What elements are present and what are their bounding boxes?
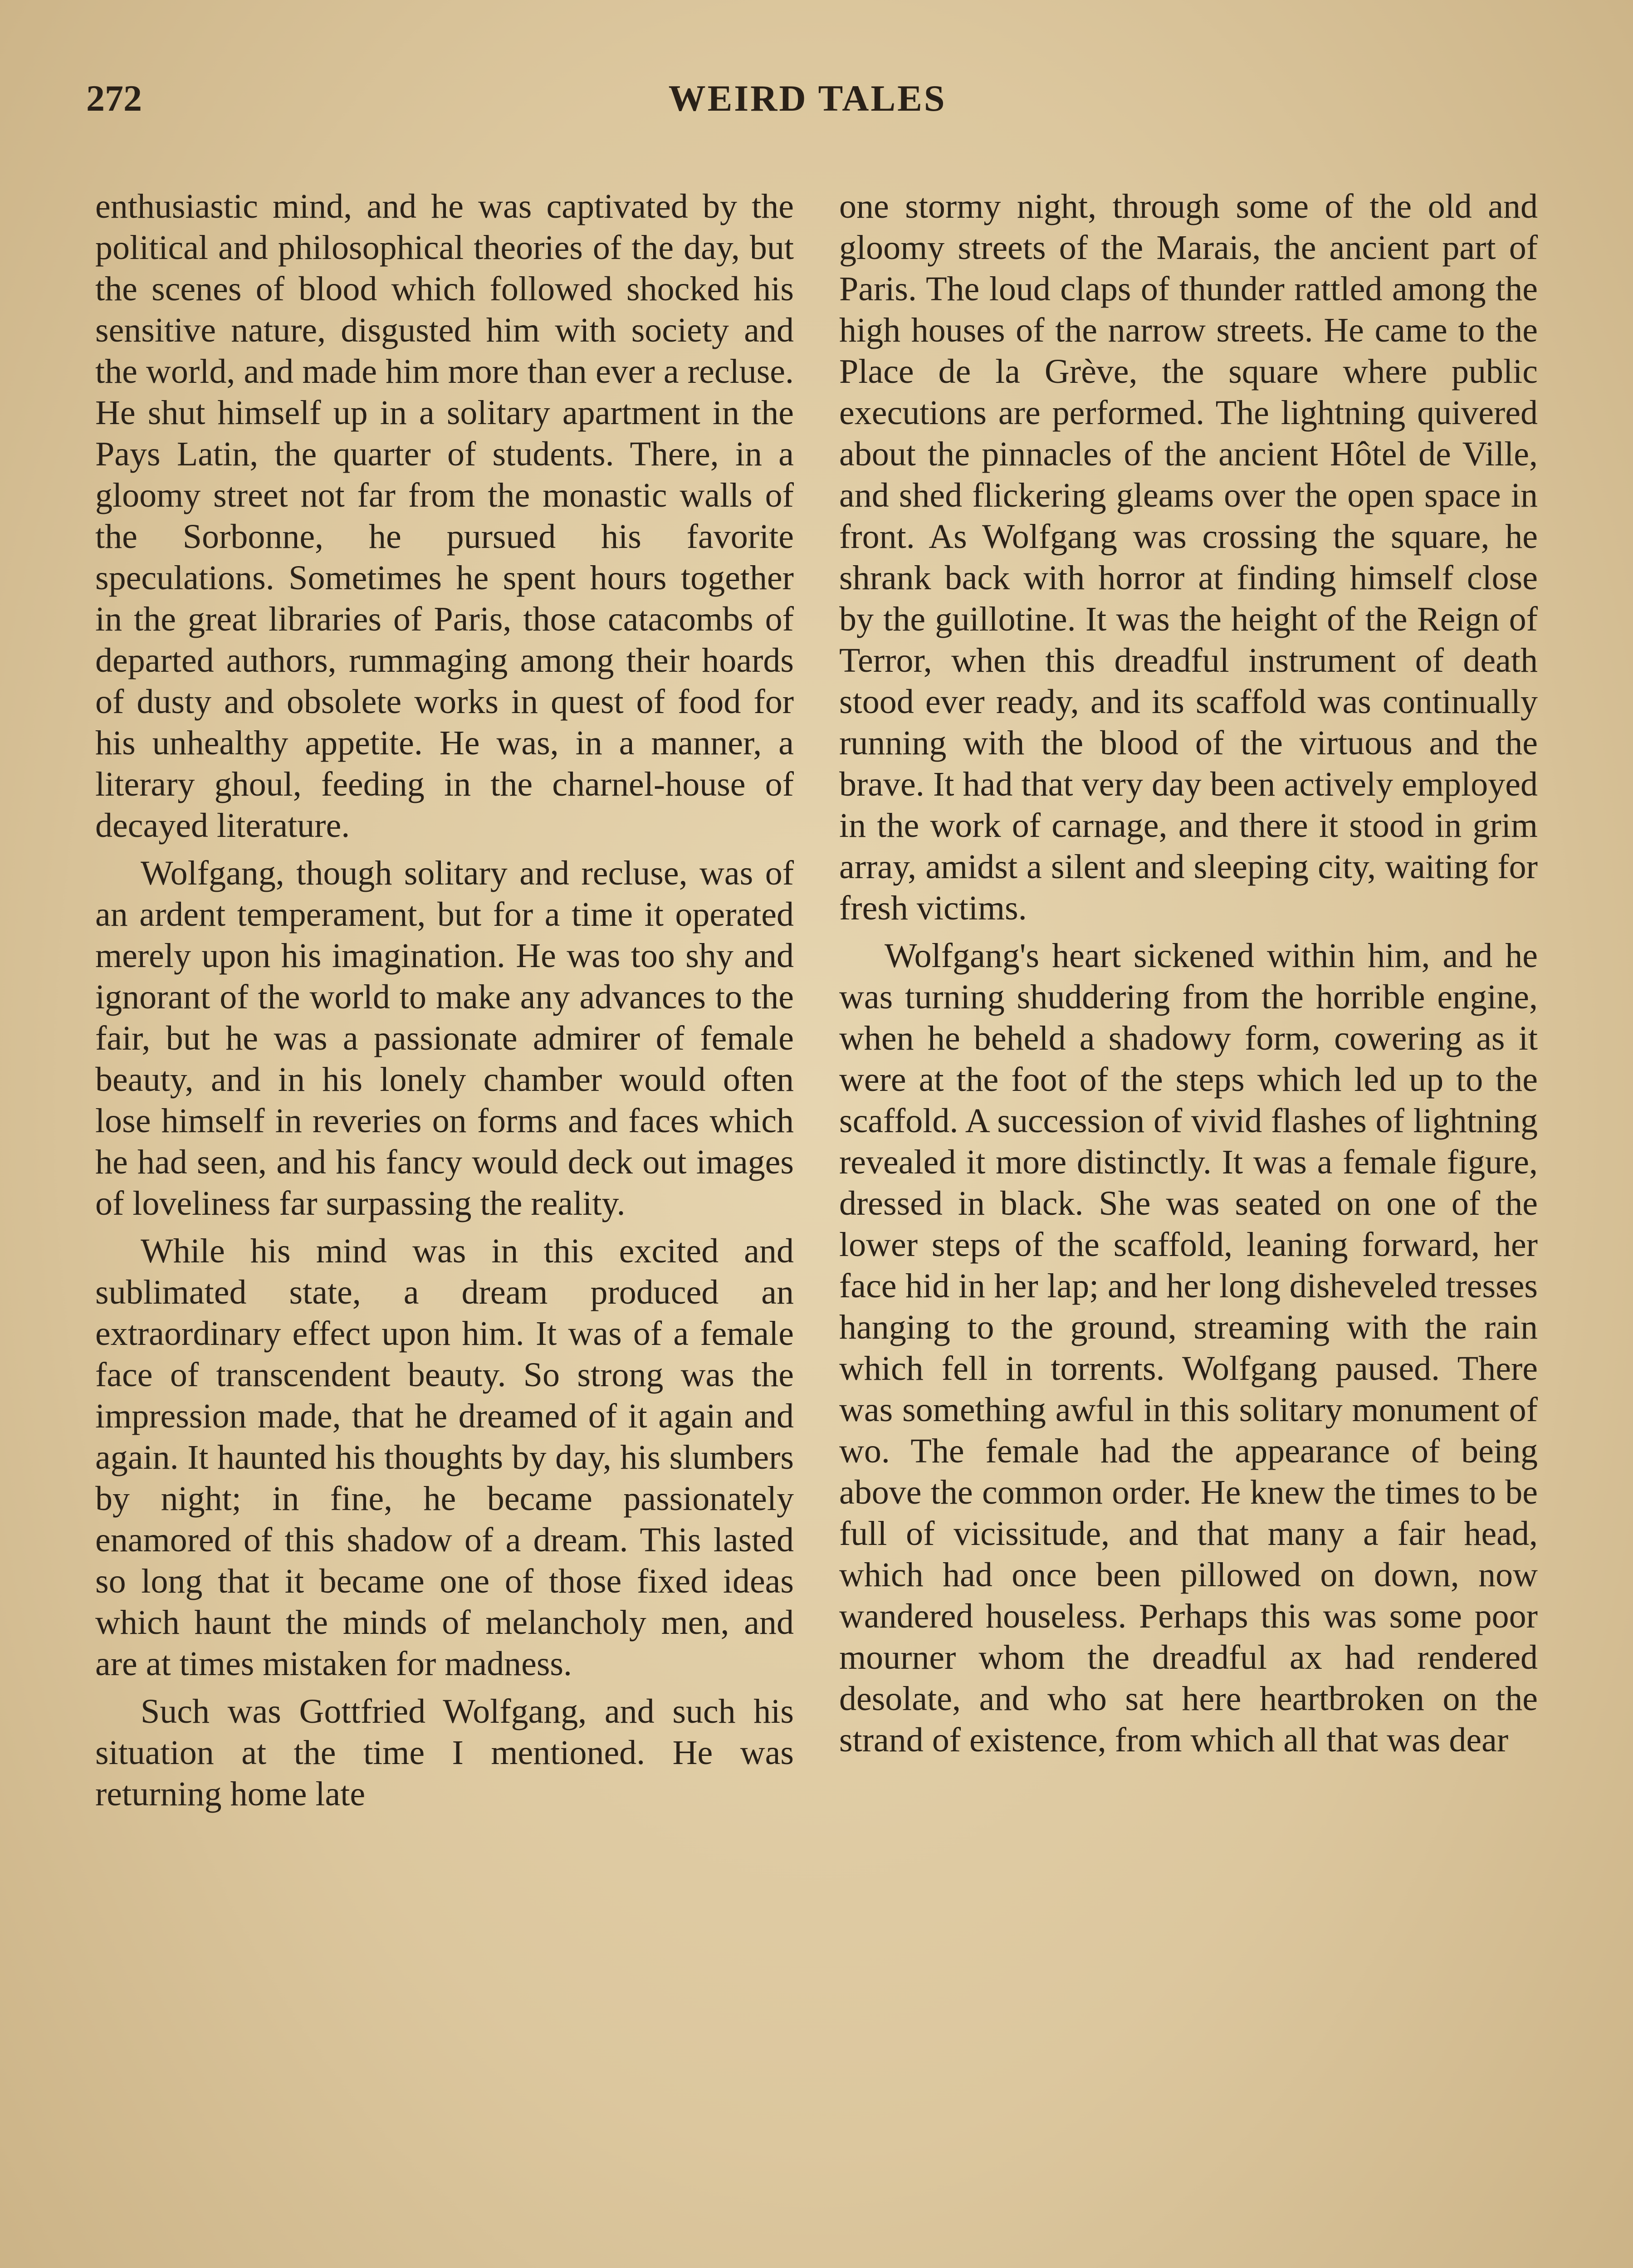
page-number: 272 [86, 78, 142, 119]
page-header [86, 77, 1529, 127]
paragraph: Wolfgang, though solitary and recluse, was of an ardent temperament, but for a time it operated merely upon his imagination. He was too shy and ignorant of the world to make any advances to the fair, but he was a passionate admirer of female beauty, and in his lonely chamber would often lose himself in reveries on forms and faces which he had seen, and his fancy would deck out images of loveliness far surpassing the reality. [95, 854, 794, 1222]
paragraph: enthusiastic mind, and he was captivated by the political and philosophical theories of the day, but the scenes of blood which followed shocked his sensitive nature, disgusted him with society and the world, and made him more than ever a recluse. He shut himself up in a solitary apartment in the Pays Latin, the quarter of students. There, in a gloomy street not far from the monastic walls of the Sorbonne, he pursued his favorite speculations. Sometimes he spent hours together in the great libraries of Paris, those catacombs of departed authors, rummaging among their hoards of dusty and obsolete works in quest of food for his unhealthy appetite. He was, in a manner, a literary ghoul, feeding in the charnel-house of decayed literature. [95, 187, 794, 845]
left-column [95, 186, 794, 1821]
running-head: WEIRD TALES [668, 78, 947, 119]
right-column [839, 186, 1538, 1767]
paragraph: Such was Gottfried Wolfgang, and such his situation at the time I mentioned. He was returning home late [95, 1692, 794, 1813]
paragraph: Wolfgang's heart sickened within him, and he was turning shuddering from the horrible engine, when he beheld a shadowy form, cowering as it were at the foot of the steps which led up to the scaffold. A succession of vivid flashes of lightning revealed it more distinctly. It was a female figure, dressed in black. She was seated on one of the lower steps of the scaffold, leaning forward, her face hid in her lap; and her long disheveled tresses hanging to the ground, streaming with the rain which fell in torrents. Wolfgang paused. There was something awful in this solitary monument of wo. The female had the appearance of being above the common order. He knew the times to be full of vicissitude, and that many a fair head, which had once been pillowed on down, now wandered houseless. Perhaps this was some poor mourner whom the dreadful ax had rendered desolate, and who sat here heartbroken on the strand of existence, from which all that was dear [839, 937, 1538, 1759]
paragraph: While his mind was in this excited and sublimated state, a dream produced an extraordinary effect upon him. It was of a female face of transcendent beauty. So strong was the impression made, that he dreamed of it again and again. It haunted his thoughts by day, his slumbers by night; in fine, he became passionately enamored of this shadow of a dream. This lasted so long that it became one of those fixed ideas which haunt the minds of melancholy men, and are at times mistaken for madness. [95, 1232, 794, 1683]
paragraph: one stormy night, through some of the old and gloomy streets of the Marais, the ancient part of Paris. The loud claps of thunder rattled among the high houses of the narrow streets. He came to the Place de la Grève, the square where public executions are performed. The lightning quivered about the pinnacles of the ancient Hôtel de Ville, and shed flickering gleams over the open space in front. As Wolfgang was crossing the square, he shrank back with horror at finding himself close by the guillotine. It was the height of the Reign of Terror, when this dreadful instrument of death stood ever ready, and its scaffold was continually running with the blood of the virtuous and the brave. It had that very day been actively employed in the work of carnage, and there it stood in grim array, amidst a silent and sleeping city, waiting for fresh victims. [839, 187, 1538, 927]
